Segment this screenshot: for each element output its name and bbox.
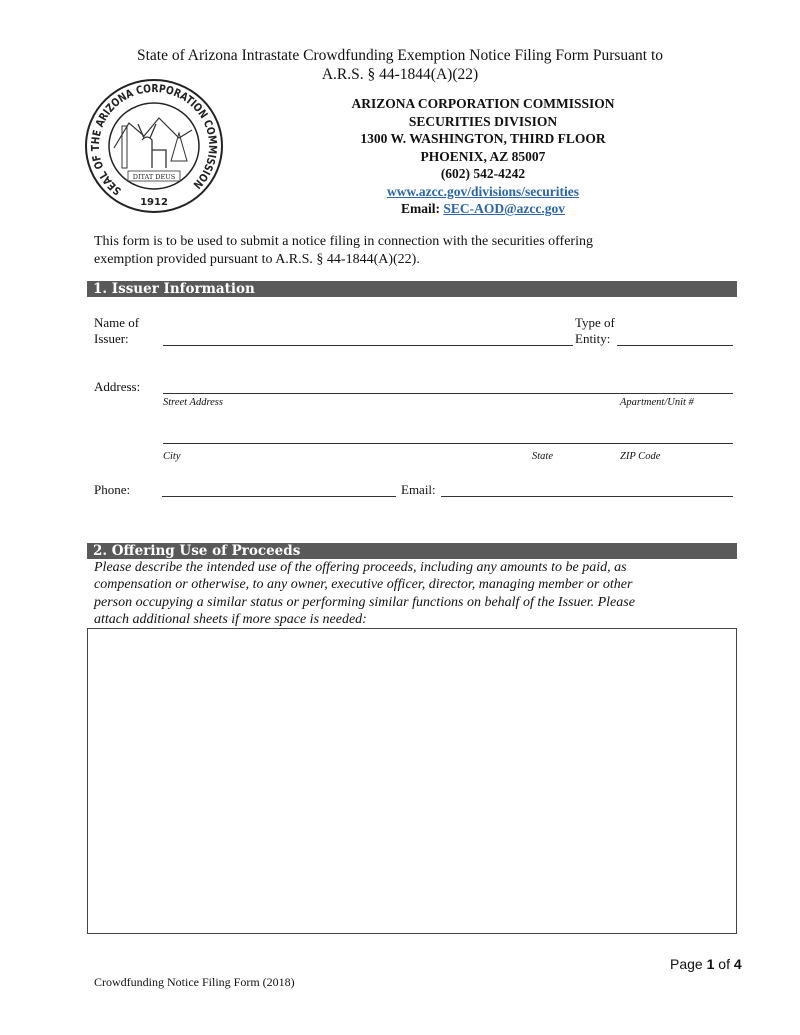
apartment-caption: Apartment/Unit #: [620, 397, 694, 408]
agency-block: [283, 95, 683, 218]
form-title-line1: State of Arizona Intrastate Crowdfunding Exemption Notice Filing Form Pursuant to: [136, 47, 664, 64]
footer-text: Crowdfunding Notice Filing Form (2018): [94, 975, 295, 989]
section2-instructions: [94, 559, 635, 628]
use-of-proceeds-textarea[interactable]: [87, 628, 737, 934]
agency-phone: (602) 542-4242: [440, 166, 526, 181]
email-label: Email:: [400, 201, 440, 216]
phone-label: Phone:: [94, 482, 131, 497]
email-link[interactable]: SEC-AOD@azcc.gov: [443, 201, 566, 216]
name-of-issuer-label: [94, 315, 139, 347]
seal-motto: DITAT DEUS: [132, 173, 176, 181]
form-title-line2: A.R.S. § 44-1844(A)(22): [321, 66, 479, 83]
seal-outer-text: SEAL OF THE ARIZONA CORPORATION COMMISSION: [88, 81, 220, 198]
phone-field[interactable]: [162, 496, 396, 497]
instruction-line: person occupying a similar status or performing similar functions on behalf of the Issuer. Please: [94, 594, 635, 610]
intro-line: exemption provided pursuant to A.R.S. § 44-1844(A)(22).: [94, 251, 420, 267]
email-field[interactable]: [441, 496, 733, 497]
issuer-name-field[interactable]: [163, 345, 573, 346]
agency-name: ARIZONA CORPORATION COMMISSION: [351, 96, 615, 111]
agency-address1: 1300 W. WASHINGTON, THIRD FLOOR: [360, 131, 606, 146]
label-line: Type of: [575, 315, 615, 330]
section2-heading: 2. Offering Use of Proceeds: [87, 543, 737, 559]
zip-caption: ZIP Code: [620, 451, 661, 462]
agency-division: SECURITIES DIVISION: [408, 113, 558, 129]
agency-address2: PHOENIX, AZ 85007: [420, 148, 546, 164]
street-address-field[interactable]: [163, 393, 733, 394]
city-caption: City: [163, 451, 181, 462]
instruction-line: attach additional sheets if more space is needed:: [94, 611, 367, 627]
seal-year: 1912: [140, 197, 168, 208]
instruction-line: compensation or otherwise, to any owner, executive officer, director, managing member or other: [94, 577, 633, 593]
intro-line: This form is to be used to submit a notice filing in connection with the securities offering: [94, 234, 593, 249]
city-state-zip-field[interactable]: [163, 443, 733, 444]
section1-heading: 1. Issuer Information: [87, 281, 737, 297]
entity-type-field[interactable]: [617, 345, 733, 346]
website-link[interactable]: www.azcc.gov/divisions/securities: [387, 183, 579, 199]
intro-text: [94, 233, 593, 268]
email-field-label: Email:: [401, 482, 436, 497]
state-caption: State: [532, 451, 553, 462]
label-line: Entity:: [575, 331, 611, 346]
street-address-caption: Street Address: [163, 397, 223, 408]
label-line: Issuer:: [94, 331, 129, 346]
type-of-entity-label: [575, 315, 615, 347]
page-number: Page 1 of 4: [670, 956, 742, 972]
seal-logo: [84, 78, 224, 214]
address-label: Address:: [94, 379, 141, 394]
label-line: Name of: [94, 315, 140, 330]
instruction-line: Please describe the intended use of the offering proceeds, including any amounts to be paid, as: [94, 560, 627, 575]
